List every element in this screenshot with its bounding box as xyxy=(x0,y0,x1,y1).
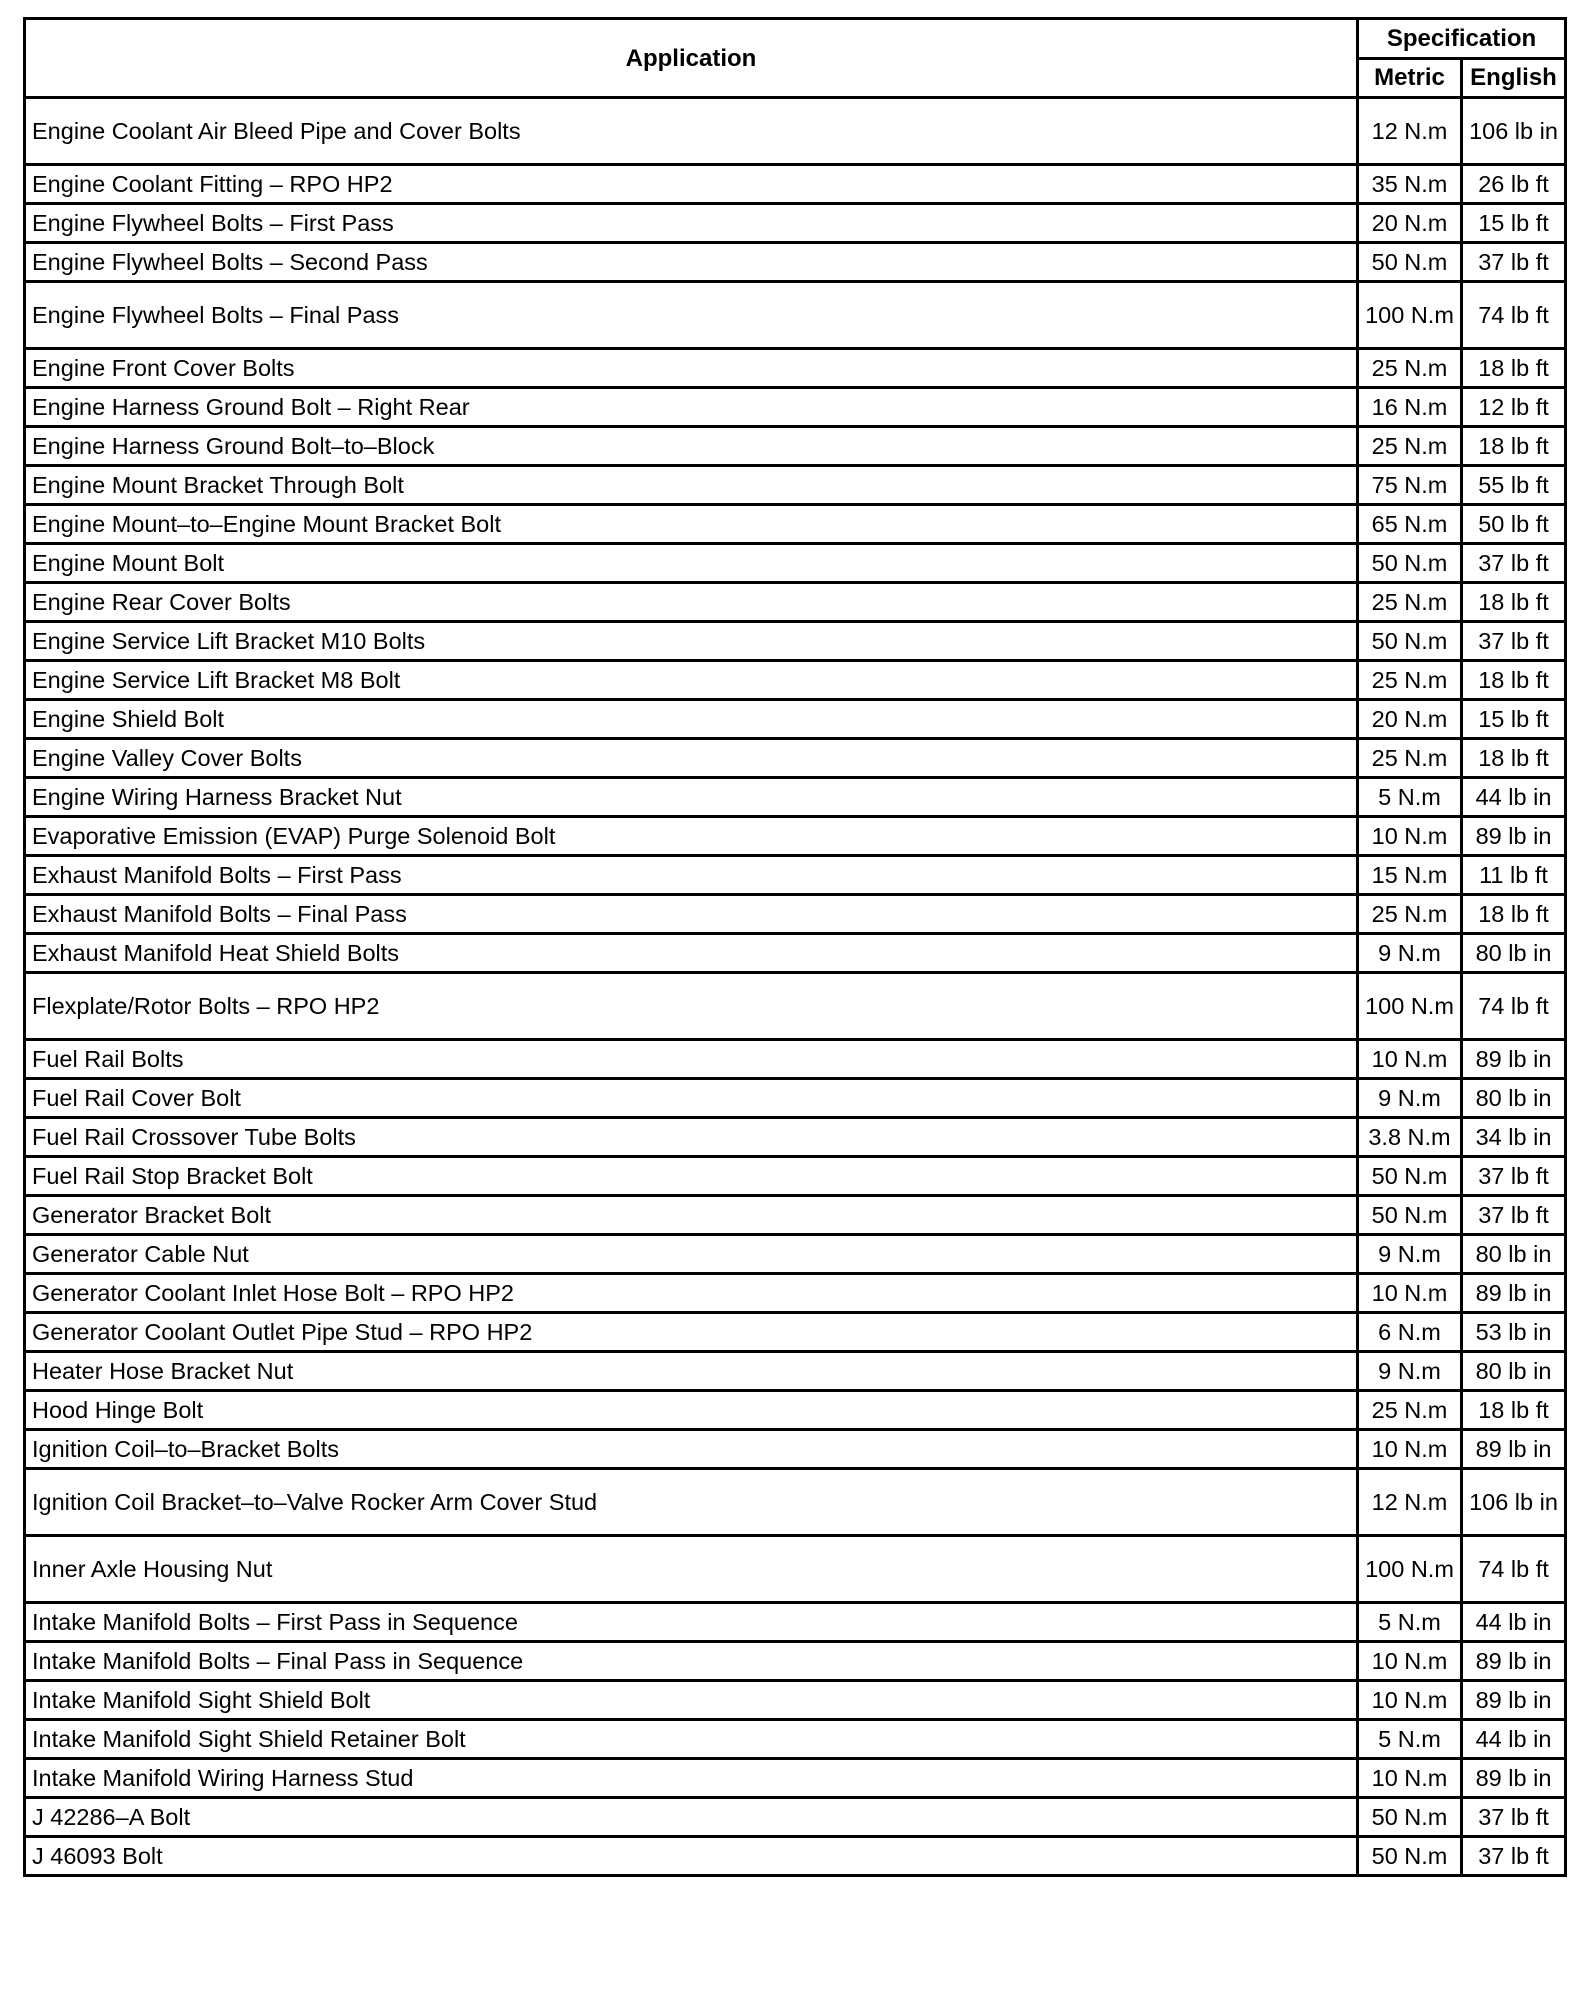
table-row xyxy=(25,1352,1566,1391)
table-row xyxy=(25,817,1566,856)
table-header xyxy=(25,19,1566,98)
metric-cell: 25 N.m xyxy=(1358,661,1462,700)
application-cell: Engine Harness Ground Bolt – Right Rear xyxy=(25,388,1358,427)
table-row xyxy=(25,973,1566,1040)
table-row xyxy=(25,934,1566,973)
english-cell: 37 lb ft xyxy=(1462,1196,1566,1235)
english-cell: 37 lb ft xyxy=(1462,544,1566,583)
application-cell: Engine Service Lift Bracket M8 Bolt xyxy=(25,661,1358,700)
english-cell: 18 lb ft xyxy=(1462,583,1566,622)
english-cell: 37 lb ft xyxy=(1462,1798,1566,1837)
table-row xyxy=(25,243,1566,282)
english-cell: 89 lb in xyxy=(1462,1430,1566,1469)
application-cell: Intake Manifold Bolts – Final Pass in Sequence xyxy=(25,1642,1358,1681)
application-cell: J 42286–A Bolt xyxy=(25,1798,1358,1837)
application-cell: Intake Manifold Sight Shield Bolt xyxy=(25,1681,1358,1720)
torque-spec-table xyxy=(23,17,1567,1877)
application-cell: Exhaust Manifold Heat Shield Bolts xyxy=(25,934,1358,973)
table-row xyxy=(25,1235,1566,1274)
application-cell: J 46093 Bolt xyxy=(25,1837,1358,1876)
english-cell: 26 lb ft xyxy=(1462,165,1566,204)
metric-cell: 25 N.m xyxy=(1358,583,1462,622)
table-row xyxy=(25,1603,1566,1642)
application-header: Application xyxy=(25,19,1358,98)
metric-cell: 100 N.m xyxy=(1358,1536,1462,1603)
table-row xyxy=(25,1837,1566,1876)
english-cell: 106 lb in xyxy=(1462,1469,1566,1536)
metric-cell: 50 N.m xyxy=(1358,622,1462,661)
application-cell: Heater Hose Bracket Nut xyxy=(25,1352,1358,1391)
metric-cell: 9 N.m xyxy=(1358,1352,1462,1391)
table-row xyxy=(25,739,1566,778)
metric-cell: 65 N.m xyxy=(1358,505,1462,544)
english-cell: 15 lb ft xyxy=(1462,204,1566,243)
metric-cell: 75 N.m xyxy=(1358,466,1462,505)
table-body xyxy=(25,98,1566,1876)
metric-cell: 9 N.m xyxy=(1358,1235,1462,1274)
metric-cell: 50 N.m xyxy=(1358,544,1462,583)
table-row xyxy=(25,1759,1566,1798)
application-cell: Engine Flywheel Bolts – Final Pass xyxy=(25,282,1358,349)
application-cell: Evaporative Emission (EVAP) Purge Solenoid Bolt xyxy=(25,817,1358,856)
metric-cell: 12 N.m xyxy=(1358,98,1462,165)
metric-cell: 6 N.m xyxy=(1358,1313,1462,1352)
metric-cell: 50 N.m xyxy=(1358,243,1462,282)
english-cell: 37 lb ft xyxy=(1462,622,1566,661)
table-row xyxy=(25,165,1566,204)
application-cell: Fuel Rail Cover Bolt xyxy=(25,1079,1358,1118)
metric-cell: 3.8 N.m xyxy=(1358,1118,1462,1157)
table-row xyxy=(25,204,1566,243)
table-row xyxy=(25,98,1566,165)
english-cell: 55 lb ft xyxy=(1462,466,1566,505)
application-cell: Fuel Rail Stop Bracket Bolt xyxy=(25,1157,1358,1196)
document-page xyxy=(23,17,1556,1877)
english-cell: 15 lb ft xyxy=(1462,700,1566,739)
table-row xyxy=(25,622,1566,661)
metric-cell: 50 N.m xyxy=(1358,1196,1462,1235)
application-cell: Engine Rear Cover Bolts xyxy=(25,583,1358,622)
application-cell: Engine Valley Cover Bolts xyxy=(25,739,1358,778)
english-cell: 44 lb in xyxy=(1462,778,1566,817)
table-row xyxy=(25,1720,1566,1759)
metric-cell: 50 N.m xyxy=(1358,1157,1462,1196)
english-cell: 74 lb ft xyxy=(1462,1536,1566,1603)
english-cell: 18 lb ft xyxy=(1462,349,1566,388)
application-cell: Engine Coolant Air Bleed Pipe and Cover Bolts xyxy=(25,98,1358,165)
metric-cell: 50 N.m xyxy=(1358,1837,1462,1876)
metric-cell: 100 N.m xyxy=(1358,973,1462,1040)
metric-cell: 25 N.m xyxy=(1358,895,1462,934)
application-cell: Engine Harness Ground Bolt–to–Block xyxy=(25,427,1358,466)
application-cell: Hood Hinge Bolt xyxy=(25,1391,1358,1430)
metric-header: Metric xyxy=(1358,58,1462,98)
metric-cell: 35 N.m xyxy=(1358,165,1462,204)
table-row xyxy=(25,583,1566,622)
metric-cell: 10 N.m xyxy=(1358,1642,1462,1681)
metric-cell: 15 N.m xyxy=(1358,856,1462,895)
metric-cell: 9 N.m xyxy=(1358,934,1462,973)
application-cell: Intake Manifold Wiring Harness Stud xyxy=(25,1759,1358,1798)
metric-cell: 10 N.m xyxy=(1358,1274,1462,1313)
application-cell: Engine Mount Bracket Through Bolt xyxy=(25,466,1358,505)
metric-cell: 20 N.m xyxy=(1358,204,1462,243)
table-row xyxy=(25,1642,1566,1681)
metric-cell: 10 N.m xyxy=(1358,1040,1462,1079)
application-cell: Engine Flywheel Bolts – First Pass xyxy=(25,204,1358,243)
table-row xyxy=(25,1196,1566,1235)
english-cell: 80 lb in xyxy=(1462,1352,1566,1391)
table-row xyxy=(25,349,1566,388)
english-cell: 18 lb ft xyxy=(1462,661,1566,700)
metric-cell: 9 N.m xyxy=(1358,1079,1462,1118)
table-row xyxy=(25,1536,1566,1603)
metric-cell: 5 N.m xyxy=(1358,1603,1462,1642)
table-row xyxy=(25,1391,1566,1430)
specification-header: Specification xyxy=(1358,19,1566,59)
metric-cell: 25 N.m xyxy=(1358,1391,1462,1430)
metric-cell: 12 N.m xyxy=(1358,1469,1462,1536)
english-cell: 18 lb ft xyxy=(1462,427,1566,466)
table-row xyxy=(25,1430,1566,1469)
table-row xyxy=(25,1274,1566,1313)
table-row xyxy=(25,544,1566,583)
application-cell: Inner Axle Housing Nut xyxy=(25,1536,1358,1603)
english-cell: 18 lb ft xyxy=(1462,1391,1566,1430)
metric-cell: 25 N.m xyxy=(1358,739,1462,778)
table-row xyxy=(25,1040,1566,1079)
metric-cell: 16 N.m xyxy=(1358,388,1462,427)
table-row xyxy=(25,1079,1566,1118)
table-row xyxy=(25,1469,1566,1536)
english-cell: 80 lb in xyxy=(1462,1235,1566,1274)
english-cell: 34 lb in xyxy=(1462,1118,1566,1157)
english-cell: 44 lb in xyxy=(1462,1720,1566,1759)
english-cell: 37 lb ft xyxy=(1462,1837,1566,1876)
table-row xyxy=(25,778,1566,817)
english-cell: 80 lb in xyxy=(1462,1079,1566,1118)
metric-cell: 25 N.m xyxy=(1358,427,1462,466)
application-cell: Exhaust Manifold Bolts – First Pass xyxy=(25,856,1358,895)
english-cell: 18 lb ft xyxy=(1462,895,1566,934)
table-row xyxy=(25,427,1566,466)
table-row xyxy=(25,505,1566,544)
english-cell: 37 lb ft xyxy=(1462,1157,1566,1196)
application-cell: Intake Manifold Sight Shield Retainer Bolt xyxy=(25,1720,1358,1759)
english-cell: 106 lb in xyxy=(1462,98,1566,165)
application-cell: Engine Mount–to–Engine Mount Bracket Bolt xyxy=(25,505,1358,544)
english-cell: 89 lb in xyxy=(1462,1642,1566,1681)
metric-cell: 10 N.m xyxy=(1358,1681,1462,1720)
metric-cell: 5 N.m xyxy=(1358,778,1462,817)
table-row xyxy=(25,1157,1566,1196)
application-cell: Flexplate/Rotor Bolts – RPO HP2 xyxy=(25,973,1358,1040)
english-header: English xyxy=(1462,58,1566,98)
application-cell: Ignition Coil Bracket–to–Valve Rocker Arm Cover Stud xyxy=(25,1469,1358,1536)
metric-cell: 10 N.m xyxy=(1358,1759,1462,1798)
application-cell: Generator Coolant Outlet Pipe Stud – RPO HP2 xyxy=(25,1313,1358,1352)
table-row xyxy=(25,895,1566,934)
english-cell: 44 lb in xyxy=(1462,1603,1566,1642)
table-row xyxy=(25,1798,1566,1837)
application-cell: Generator Cable Nut xyxy=(25,1235,1358,1274)
application-cell: Generator Coolant Inlet Hose Bolt – RPO HP2 xyxy=(25,1274,1358,1313)
metric-cell: 50 N.m xyxy=(1358,1798,1462,1837)
metric-cell: 20 N.m xyxy=(1358,700,1462,739)
table-row xyxy=(25,1118,1566,1157)
english-cell: 12 lb ft xyxy=(1462,388,1566,427)
application-cell: Fuel Rail Bolts xyxy=(25,1040,1358,1079)
english-cell: 50 lb ft xyxy=(1462,505,1566,544)
english-cell: 18 lb ft xyxy=(1462,739,1566,778)
application-cell: Engine Wiring Harness Bracket Nut xyxy=(25,778,1358,817)
english-cell: 89 lb in xyxy=(1462,1040,1566,1079)
english-cell: 11 lb ft xyxy=(1462,856,1566,895)
table-row xyxy=(25,700,1566,739)
application-cell: Engine Service Lift Bracket M10 Bolts xyxy=(25,622,1358,661)
application-cell: Intake Manifold Bolts – First Pass in Sequence xyxy=(25,1603,1358,1642)
english-cell: 74 lb ft xyxy=(1462,282,1566,349)
english-cell: 89 lb in xyxy=(1462,1759,1566,1798)
application-cell: Generator Bracket Bolt xyxy=(25,1196,1358,1235)
metric-cell: 10 N.m xyxy=(1358,817,1462,856)
english-cell: 80 lb in xyxy=(1462,934,1566,973)
application-cell: Fuel Rail Crossover Tube Bolts xyxy=(25,1118,1358,1157)
application-cell: Engine Shield Bolt xyxy=(25,700,1358,739)
table-row xyxy=(25,856,1566,895)
table-row xyxy=(25,1313,1566,1352)
metric-cell: 5 N.m xyxy=(1358,1720,1462,1759)
application-cell: Engine Flywheel Bolts – Second Pass xyxy=(25,243,1358,282)
english-cell: 53 lb in xyxy=(1462,1313,1566,1352)
table-row xyxy=(25,282,1566,349)
english-cell: 89 lb in xyxy=(1462,817,1566,856)
application-cell: Ignition Coil–to–Bracket Bolts xyxy=(25,1430,1358,1469)
english-cell: 74 lb ft xyxy=(1462,973,1566,1040)
english-cell: 37 lb ft xyxy=(1462,243,1566,282)
english-cell: 89 lb in xyxy=(1462,1274,1566,1313)
english-cell: 89 lb in xyxy=(1462,1681,1566,1720)
table-row xyxy=(25,388,1566,427)
metric-cell: 25 N.m xyxy=(1358,349,1462,388)
application-cell: Exhaust Manifold Bolts – Final Pass xyxy=(25,895,1358,934)
application-cell: Engine Front Cover Bolts xyxy=(25,349,1358,388)
table-row xyxy=(25,1681,1566,1720)
metric-cell: 100 N.m xyxy=(1358,282,1462,349)
table-row xyxy=(25,466,1566,505)
application-cell: Engine Mount Bolt xyxy=(25,544,1358,583)
metric-cell: 10 N.m xyxy=(1358,1430,1462,1469)
table-row xyxy=(25,661,1566,700)
application-cell: Engine Coolant Fitting – RPO HP2 xyxy=(25,165,1358,204)
